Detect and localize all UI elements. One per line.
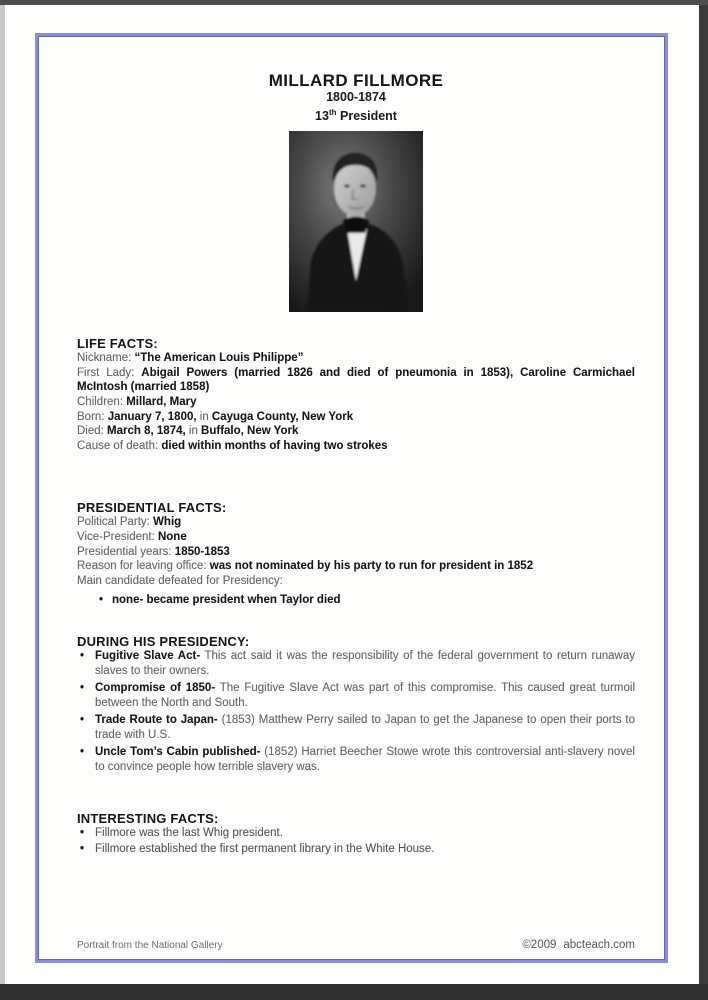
- bullet-item-library: • Fillmore established the first permanent library in the White House.: [77, 842, 635, 857]
- candidate-bullet-list: [96, 593, 635, 608]
- section-presidential-facts: [77, 500, 635, 608]
- fact-line-cause-of-death: Cause of death: died within months of having two strokes: [77, 439, 388, 452]
- scan-edge-right: [699, 5, 708, 984]
- fact-line-children: Children: Millard, Mary: [77, 395, 197, 408]
- scan-edge-bottom: [0, 984, 708, 1000]
- section-heading: DURING HIS PRESIDENCY:: [77, 634, 250, 650]
- fact-line-died: Died: March 8, 1874, in Buffalo, New York: [77, 425, 299, 438]
- section-interesting-facts: [77, 811, 635, 857]
- life-years: 1800-1874: [326, 90, 386, 104]
- scan-edge-top: [0, 0, 708, 5]
- portrait-figure: [289, 131, 423, 312]
- page-border: [35, 33, 668, 963]
- page-footer: [77, 939, 635, 951]
- fact-line-nickname: Nickname: “The American Louis Philippe”: [77, 352, 304, 365]
- during-bullet-list: [77, 649, 635, 775]
- fact-line-political-party: Political Party: Whig: [77, 516, 182, 529]
- section-heading: LIFE FACTS:: [77, 336, 158, 352]
- copyright-year: ©2009: [522, 939, 557, 951]
- fact-line-presidential-years: Presidential years: 1850-1853: [77, 545, 230, 558]
- fact-line-reason-leaving: Reason for leaving office: was not nominated by his party to run for president in 1852: [77, 560, 534, 573]
- site-name: abcteach.com: [563, 939, 635, 951]
- bullet-item-trade-route-japan: • Trade Route to Japan- (1853) Matthew Perry sailed to Japan to get the Japanese to open their ports to trade with U.S.: [77, 713, 635, 743]
- page-header: [77, 71, 635, 124]
- bullet-item-fugitive-slave-act: • Fugitive Slave Act- This act said it was the responsibility of the federal government to return runaway slaves to their owners.: [77, 649, 635, 679]
- fact-line-first-lady: First Lady: Abigail Powers (married 1826 and died of pneumonia in 1853), Caroline Carmichael McIntosh (married 1858): [77, 366, 635, 394]
- bullet-item-compromise-1850: • Compromise of 1850- The Fugitive Slave Act was part of this compromise. This caused great turmoil between the North and South.: [77, 681, 635, 711]
- ordinal-label: President: [336, 109, 397, 124]
- page-content: [39, 37, 664, 959]
- fact-line-main-candidate: Main candidate defeated for Presidency:: [77, 574, 283, 587]
- ordinal-line: [77, 105, 635, 124]
- ordinal-number: 13: [315, 109, 329, 124]
- section-heading: PRESIDENTIAL FACTS:: [77, 500, 227, 516]
- section-life-facts: [77, 336, 635, 453]
- president-name: MILLARD FILLMORE: [268, 71, 444, 90]
- fact-line-vice-president: Vice-President: None: [77, 530, 187, 543]
- copyright-line: [522, 939, 635, 951]
- bullet-item-uncle-toms-cabin: • Uncle Tom’s Cabin published- (1852) Harriet Beecher Stowe wrote this controversial anti-slavery novel to convince people how terrible slavery was.: [77, 745, 635, 775]
- fact-line-born: Born: January 7, 1800, in Cayuga County, New York: [77, 410, 354, 423]
- scan-edge-left: [0, 5, 5, 984]
- bullet-item: • none- became president when Taylor died: [96, 593, 635, 608]
- interesting-bullet-list: [77, 826, 635, 857]
- section-heading: INTERESTING FACTS:: [77, 811, 219, 827]
- page-border-inner: [38, 36, 665, 960]
- portrait-image: [289, 131, 423, 312]
- section-during-presidency: [77, 634, 635, 775]
- ordinal-suffix: th: [328, 108, 337, 117]
- portrait-credit: Portrait from the National Gallery: [77, 940, 223, 951]
- bullet-item-last-whig: • Fillmore was the last Whig president.: [77, 826, 635, 841]
